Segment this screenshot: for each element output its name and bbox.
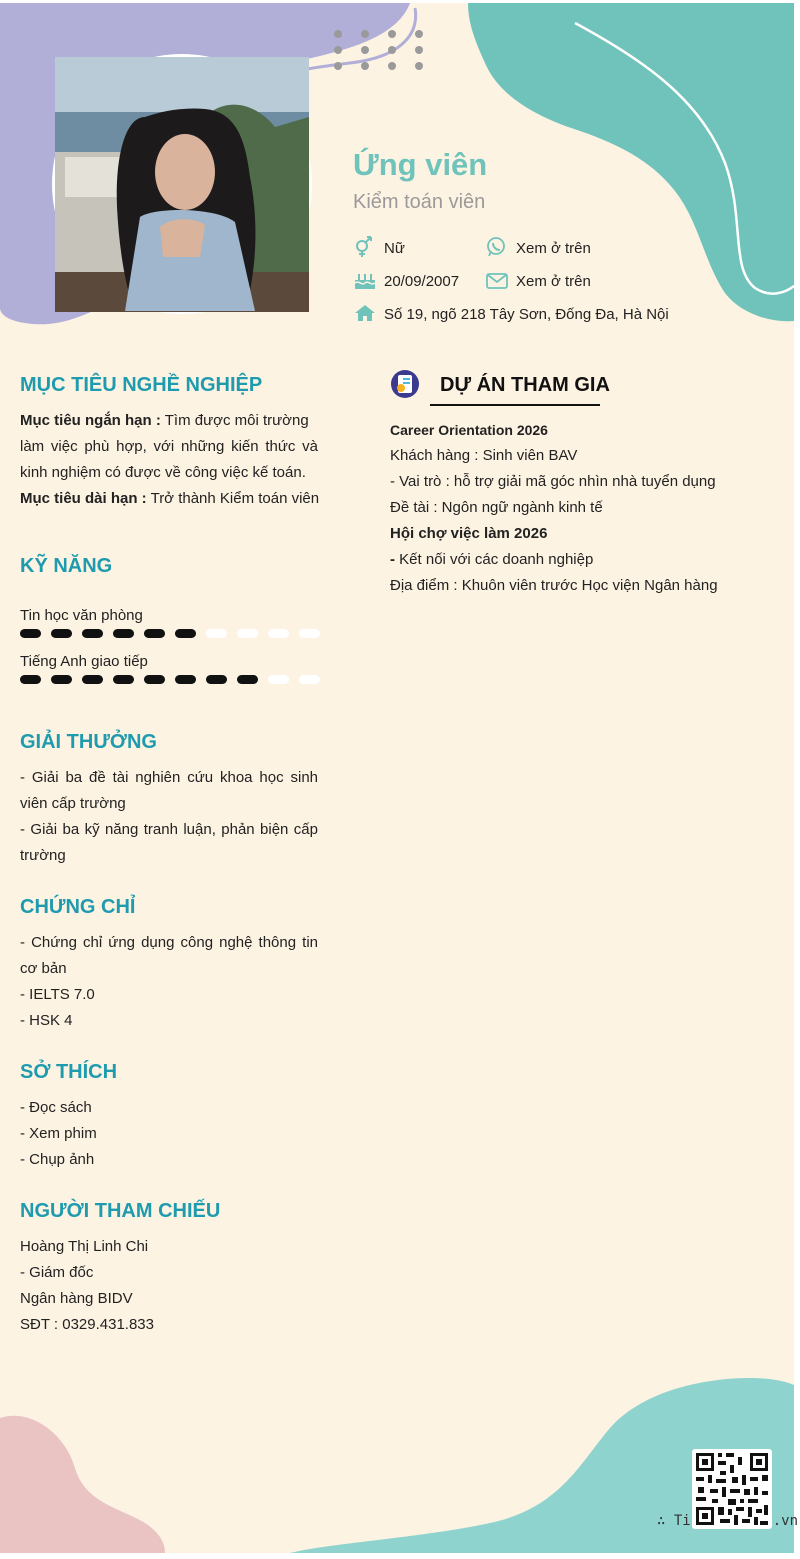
- skill-dot: [82, 675, 103, 684]
- envelope-icon: [486, 271, 508, 291]
- skill-dot: [144, 629, 165, 638]
- short-term-text-2: làm việc phù hợp, với những kiến thức và: [20, 438, 318, 455]
- reference-list: [20, 1234, 318, 1338]
- skill-name: Tin học văn phòng: [20, 607, 143, 624]
- project-1-client: Khách hàng : Sinh viên BAV: [390, 447, 578, 464]
- job-title: Kiểm toán viên: [353, 191, 486, 213]
- reference-title: NGƯỜI THAM CHIẾU: [20, 1200, 221, 1222]
- birthday-value: 20/09/2007: [384, 273, 460, 290]
- skill-name: Tiếng Anh giao tiếp: [20, 653, 148, 670]
- skill-dot: [82, 629, 103, 638]
- skill-level-bar: [20, 675, 320, 685]
- project-icon: [390, 369, 420, 399]
- certificate-line: - Chứng chỉ ứng dụng công nghệ thông tin: [20, 934, 318, 951]
- qr-code: [692, 1449, 772, 1529]
- short-term-text-3: kinh nghiệm có được về công việc kế toán.: [20, 464, 306, 481]
- career-objective: [20, 408, 318, 512]
- address-value: Số 19, ngõ 218 Tây Sơn, Đống Đa, Hà Nội: [384, 306, 669, 323]
- short-term-label: Mục tiêu ngắn hạn :: [20, 412, 161, 429]
- hobbies-list: [20, 1095, 318, 1173]
- profile-photo: [52, 54, 312, 314]
- project-2-desc: [390, 551, 593, 568]
- project-1-topic: Đề tài : Ngôn ngữ ngành kinh tế: [390, 499, 603, 516]
- skill-dot: [20, 629, 41, 638]
- skills-title: KỸ NĂNG: [20, 555, 113, 577]
- watermark-text-tail: .vn: [772, 1513, 799, 1529]
- hobby-line: - Đọc sách: [20, 1099, 92, 1116]
- short-term-text-1: Tìm được môi trường: [160, 412, 309, 429]
- certificates-title: CHỨNG CHỈ: [20, 896, 136, 918]
- skill-dot: [51, 629, 72, 638]
- skill-level-bar: [20, 629, 320, 639]
- skill-dot: [268, 675, 289, 684]
- cv-page: [0, 3, 799, 1553]
- skill-dot: [299, 629, 320, 638]
- skill-dot: [237, 675, 258, 684]
- home-icon: [354, 303, 376, 323]
- certificate-line: - IELTS 7.0: [20, 986, 95, 1003]
- gender-icon: [354, 237, 376, 257]
- award-line: - Giải ba đề tài nghiên cứu khoa học sinh: [20, 769, 318, 786]
- skill-dot: [113, 675, 134, 684]
- candidate-name: Ứng viên: [353, 147, 488, 182]
- projects-title: DỰ ÁN THAM GIA: [440, 374, 610, 396]
- hobby-line: - Chụp ảnh: [20, 1151, 95, 1168]
- awards-list: [20, 765, 318, 869]
- certificate-line: - HSK 4: [20, 1012, 73, 1029]
- project-1-name: Career Orientation 2026: [390, 422, 548, 438]
- gender-value: Nữ: [384, 240, 405, 257]
- project-2-desc-text: Kết nối với các doanh nghiệp: [395, 551, 594, 568]
- hobbies-title: SỞ THÍCH: [20, 1061, 118, 1083]
- skill-dot: [144, 675, 165, 684]
- award-line: trường: [20, 847, 66, 864]
- project-2-name: Hội chợ việc làm 2026: [390, 525, 548, 542]
- skill-dot: [51, 675, 72, 684]
- skill-dot: [206, 629, 227, 638]
- skill-dot: [113, 629, 134, 638]
- qr-code-graphic: [692, 1449, 772, 1529]
- hobby-line: - Xem phim: [20, 1125, 97, 1142]
- certificate-line: cơ bản: [20, 960, 67, 977]
- award-line: viên cấp trường: [20, 795, 126, 812]
- reference-line: Hoàng Thị Linh Chi: [20, 1238, 149, 1255]
- phone-value: Xem ở trên: [516, 240, 591, 257]
- projects-title-underline: [430, 404, 600, 406]
- skill-dot: [268, 629, 289, 638]
- email-value: Xem ở trên: [516, 273, 591, 290]
- project-2-dash: -: [390, 551, 395, 568]
- skill-dot: [20, 675, 41, 684]
- awards-title: GIẢI THƯỞNG: [20, 731, 157, 753]
- skill-dot: [206, 675, 227, 684]
- reference-line: SĐT : 0329.431.833: [20, 1316, 154, 1333]
- reference-line: Ngân hàng BIDV: [20, 1290, 133, 1307]
- whatsapp-icon: [486, 237, 508, 257]
- long-term-label: Mục tiêu dài hạn :: [20, 490, 147, 507]
- long-term-text: Trở thành Kiểm toán viên: [146, 490, 320, 507]
- certificates-list: [20, 930, 318, 1034]
- skill-dot: [175, 629, 196, 638]
- project-1-role: - Vai trò : hỗ trợ giải mã góc nhìn nhà tuyển dụng: [390, 473, 716, 490]
- reference-line: - Giám đốc: [20, 1264, 94, 1281]
- watermark-text-head: ∴ Ti: [657, 1513, 691, 1529]
- pink-blob: [0, 1416, 165, 1553]
- career-title: MỤC TIÊU NGHỀ NGHIỆP: [20, 374, 263, 396]
- skill-dot: [175, 675, 196, 684]
- birthday-cake-icon: [354, 270, 376, 290]
- project-2-place: Địa điểm : Khuôn viên trước Học viện Ngân hàng: [390, 577, 718, 594]
- award-line: - Giải ba kỹ năng tranh luận, phản biện cấp: [20, 821, 318, 838]
- skill-dot: [299, 675, 320, 684]
- skill-dot: [237, 629, 258, 638]
